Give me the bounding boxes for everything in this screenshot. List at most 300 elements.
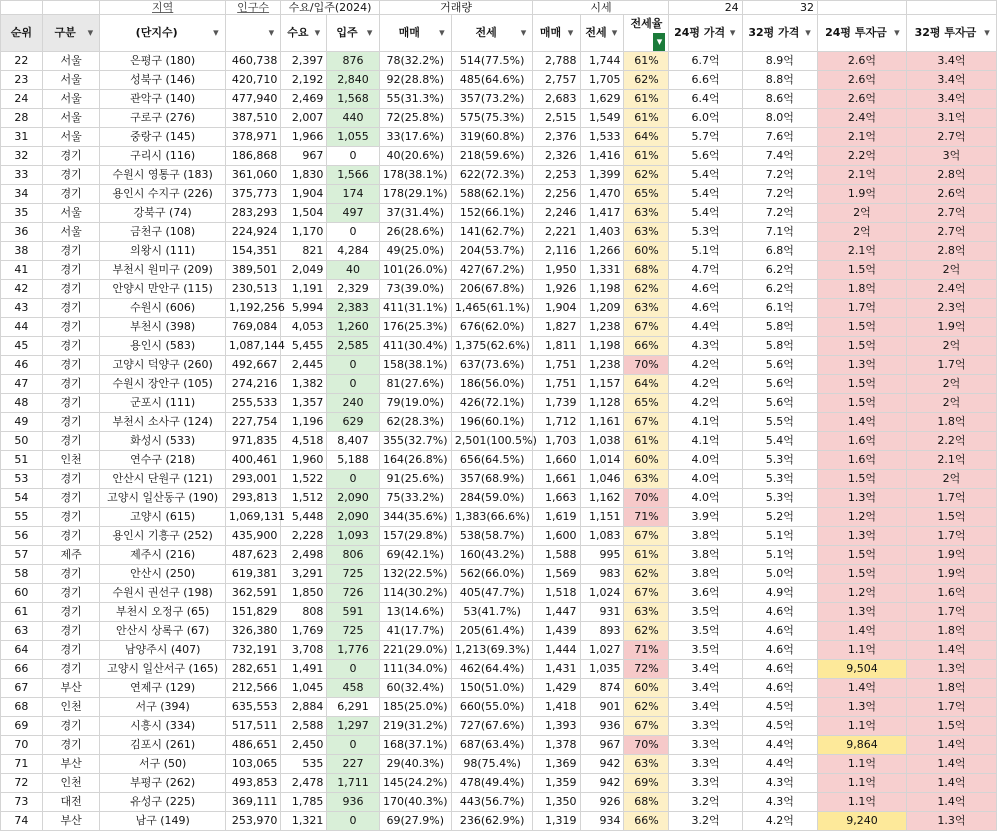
sale-trade-cell[interactable]: 221(29.0%) xyxy=(379,641,451,660)
region-cell[interactable]: 용인시 수지구 (226) xyxy=(100,185,226,204)
sale-price-cell[interactable]: 1,703 xyxy=(533,432,580,451)
invest24-cell[interactable]: 1.3억 xyxy=(818,527,907,546)
invest24-cell[interactable]: 1.1억 xyxy=(818,755,907,774)
type-cell[interactable]: 경기 xyxy=(42,717,100,736)
filter-icon[interactable]: ▾ xyxy=(611,26,618,39)
column-header-demand[interactable] xyxy=(281,15,327,52)
type-cell[interactable]: 부산 xyxy=(42,679,100,698)
type-cell[interactable]: 경기 xyxy=(42,280,100,299)
jeonse-price-cell[interactable]: 874 xyxy=(580,679,624,698)
population-cell[interactable]: 493,853 xyxy=(225,774,280,793)
move-in-cell[interactable]: 458 xyxy=(327,679,379,698)
population-cell[interactable]: 1,192,256 xyxy=(225,299,280,318)
invest32-cell[interactable]: 1.8억 xyxy=(906,413,996,432)
population-cell[interactable]: 477,940 xyxy=(225,90,280,109)
invest24-cell[interactable]: 9,864 xyxy=(818,736,907,755)
invest32-cell[interactable]: 2.1억 xyxy=(906,451,996,470)
jeonse-trade-cell[interactable]: 462(64.4%) xyxy=(451,660,533,679)
move-in-cell[interactable]: 0 xyxy=(327,812,379,831)
jeonse-ratio-cell[interactable]: 60% xyxy=(624,242,669,261)
price24-cell[interactable]: 3.9억 xyxy=(669,508,742,527)
invest32-cell[interactable]: 3.4억 xyxy=(906,52,996,71)
sale-trade-cell[interactable]: 62(28.3%) xyxy=(379,413,451,432)
sale-price-cell[interactable]: 1,751 xyxy=(533,375,580,394)
rank-cell[interactable]: 32 xyxy=(1,147,43,166)
type-cell[interactable]: 경기 xyxy=(42,736,100,755)
jeonse-ratio-cell[interactable]: 62% xyxy=(624,622,669,641)
rank-cell[interactable]: 63 xyxy=(1,622,43,641)
invest24-cell[interactable]: 1.4억 xyxy=(818,413,907,432)
jeonse-trade-cell[interactable]: 485(64.6%) xyxy=(451,71,533,90)
price24-cell[interactable]: 4.3억 xyxy=(669,337,742,356)
price32-cell[interactable]: 5.5억 xyxy=(742,413,817,432)
invest24-cell[interactable]: 2.6억 xyxy=(818,71,907,90)
region-cell[interactable]: 강북구 (74) xyxy=(100,204,226,223)
sale-trade-cell[interactable]: 69(27.9%) xyxy=(379,812,451,831)
price24-cell[interactable]: 3.3억 xyxy=(669,736,742,755)
demand-cell[interactable]: 2,192 xyxy=(281,71,327,90)
price32-cell[interactable]: 5.6억 xyxy=(742,375,817,394)
sale-trade-cell[interactable]: 185(25.0%) xyxy=(379,698,451,717)
sale-price-cell[interactable]: 1,712 xyxy=(533,413,580,432)
invest32-cell[interactable]: 1.6억 xyxy=(906,584,996,603)
region-cell[interactable]: 고양시 (615) xyxy=(100,508,226,527)
sale-price-cell[interactable]: 2,788 xyxy=(533,52,580,71)
move-in-cell[interactable]: 1,093 xyxy=(327,527,379,546)
jeonse-ratio-cell[interactable]: 67% xyxy=(624,527,669,546)
filter-icon[interactable]: ▾ xyxy=(805,26,811,39)
invest32-cell[interactable]: 1.7억 xyxy=(906,698,996,717)
demand-cell[interactable]: 1,966 xyxy=(281,128,327,147)
rank-cell[interactable]: 58 xyxy=(1,565,43,584)
jeonse-ratio-cell[interactable]: 71% xyxy=(624,641,669,660)
jeonse-trade-cell[interactable]: 2,501(100.5%) xyxy=(451,432,533,451)
sale-price-cell[interactable]: 1,619 xyxy=(533,508,580,527)
price32-cell[interactable]: 7.6억 xyxy=(742,128,817,147)
jeonse-ratio-cell[interactable]: 68% xyxy=(624,793,669,812)
rank-cell[interactable]: 49 xyxy=(1,413,43,432)
jeonse-trade-cell[interactable]: 98(75.4%) xyxy=(451,755,533,774)
sale-trade-cell[interactable]: 168(37.1%) xyxy=(379,736,451,755)
jeonse-trade-cell[interactable]: 687(63.4%) xyxy=(451,736,533,755)
sale-price-cell[interactable]: 2,221 xyxy=(533,223,580,242)
jeonse-ratio-cell[interactable]: 65% xyxy=(624,394,669,413)
price24-cell[interactable]: 4.0억 xyxy=(669,451,742,470)
invest24-cell[interactable]: 1.5억 xyxy=(818,261,907,280)
column-header-complexes[interactable] xyxy=(100,15,226,52)
jeonse-price-cell[interactable]: 995 xyxy=(580,546,624,565)
price24-cell[interactable]: 3.8억 xyxy=(669,527,742,546)
jeonse-trade-cell[interactable]: 538(58.7%) xyxy=(451,527,533,546)
rank-cell[interactable]: 23 xyxy=(1,71,43,90)
population-cell[interactable]: 732,191 xyxy=(225,641,280,660)
type-cell[interactable]: 경기 xyxy=(42,166,100,185)
price32-cell[interactable]: 8.8억 xyxy=(742,71,817,90)
jeonse-price-cell[interactable]: 931 xyxy=(580,603,624,622)
sale-trade-cell[interactable]: 72(25.8%) xyxy=(379,109,451,128)
price24-cell[interactable]: 4.4억 xyxy=(669,318,742,337)
jeonse-price-cell[interactable]: 936 xyxy=(580,717,624,736)
population-cell[interactable]: 378,971 xyxy=(225,128,280,147)
sale-trade-cell[interactable]: 158(38.1%) xyxy=(379,356,451,375)
demand-cell[interactable]: 2,469 xyxy=(281,90,327,109)
rank-cell[interactable]: 57 xyxy=(1,546,43,565)
population-cell[interactable]: 619,381 xyxy=(225,565,280,584)
region-cell[interactable]: 구리시 (116) xyxy=(100,147,226,166)
rank-cell[interactable]: 38 xyxy=(1,242,43,261)
move-in-cell[interactable]: 1,776 xyxy=(327,641,379,660)
rank-cell[interactable]: 31 xyxy=(1,128,43,147)
price32-cell[interactable]: 6.8억 xyxy=(742,242,817,261)
jeonse-trade-cell[interactable]: 660(55.0%) xyxy=(451,698,533,717)
sale-price-cell[interactable]: 1,431 xyxy=(533,660,580,679)
region-cell[interactable]: 화성시 (533) xyxy=(100,432,226,451)
move-in-cell[interactable]: 0 xyxy=(327,375,379,394)
invest32-cell[interactable]: 3억 xyxy=(906,147,996,166)
filter-icon[interactable]: ▾ xyxy=(87,26,94,39)
filter-icon[interactable]: ▾ xyxy=(984,26,990,39)
column-header-jeonse-ratio[interactable] xyxy=(624,15,669,52)
jeonse-trade-cell[interactable]: 656(64.5%) xyxy=(451,451,533,470)
type-cell[interactable]: 경기 xyxy=(42,318,100,337)
jeonse-ratio-cell[interactable]: 62% xyxy=(624,565,669,584)
move-in-cell[interactable]: 1,260 xyxy=(327,318,379,337)
move-in-cell[interactable]: 6,291 xyxy=(327,698,379,717)
jeonse-ratio-cell[interactable]: 67% xyxy=(624,413,669,432)
rank-cell[interactable]: 53 xyxy=(1,470,43,489)
rank-cell[interactable]: 74 xyxy=(1,812,43,831)
demand-cell[interactable]: 1,769 xyxy=(281,622,327,641)
invest32-cell[interactable]: 1.3억 xyxy=(906,660,996,679)
jeonse-ratio-cell[interactable]: 62% xyxy=(624,698,669,717)
sale-price-cell[interactable]: 1,926 xyxy=(533,280,580,299)
invest24-cell[interactable]: 2.1억 xyxy=(818,242,907,261)
move-in-cell[interactable]: 5,188 xyxy=(327,451,379,470)
invest24-cell[interactable]: 1.2억 xyxy=(818,584,907,603)
jeonse-trade-cell[interactable]: 205(61.4%) xyxy=(451,622,533,641)
jeonse-price-cell[interactable]: 967 xyxy=(580,736,624,755)
type-cell[interactable]: 경기 xyxy=(42,470,100,489)
jeonse-price-cell[interactable]: 893 xyxy=(580,622,624,641)
population-cell[interactable]: 151,829 xyxy=(225,603,280,622)
region-cell[interactable]: 부천시 원미구 (209) xyxy=(100,261,226,280)
sale-trade-cell[interactable]: 91(25.6%) xyxy=(379,470,451,489)
region-cell[interactable]: 서구 (50) xyxy=(100,755,226,774)
invest32-cell[interactable]: 1.9억 xyxy=(906,565,996,584)
invest32-cell[interactable]: 1.4억 xyxy=(906,755,996,774)
sale-trade-cell[interactable]: 132(22.5%) xyxy=(379,565,451,584)
invest24-cell[interactable]: 2.4억 xyxy=(818,109,907,128)
jeonse-ratio-cell[interactable]: 61% xyxy=(624,432,669,451)
jeonse-price-cell[interactable]: 1,083 xyxy=(580,527,624,546)
price32-cell[interactable]: 4.6억 xyxy=(742,679,817,698)
jeonse-price-cell[interactable]: 1,198 xyxy=(580,280,624,299)
move-in-cell[interactable]: 2,090 xyxy=(327,508,379,527)
invest32-cell[interactable]: 2.7억 xyxy=(906,204,996,223)
region-cell[interactable]: 김포시 (261) xyxy=(100,736,226,755)
jeonse-ratio-cell[interactable]: 66% xyxy=(624,337,669,356)
jeonse-ratio-cell[interactable]: 63% xyxy=(624,603,669,622)
price24-cell[interactable]: 3.4억 xyxy=(669,660,742,679)
sale-trade-cell[interactable]: 75(33.2%) xyxy=(379,489,451,508)
invest32-cell[interactable]: 2.4억 xyxy=(906,280,996,299)
population-cell[interactable]: 224,924 xyxy=(225,223,280,242)
move-in-cell[interactable]: 2,383 xyxy=(327,299,379,318)
invest32-cell[interactable]: 1.7억 xyxy=(906,356,996,375)
region-cell[interactable]: 부천시 소사구 (124) xyxy=(100,413,226,432)
rank-cell[interactable]: 70 xyxy=(1,736,43,755)
type-cell[interactable]: 부산 xyxy=(42,812,100,831)
column-header-rank[interactable] xyxy=(1,15,43,52)
move-in-cell[interactable]: 240 xyxy=(327,394,379,413)
region-cell[interactable]: 군포시 (111) xyxy=(100,394,226,413)
region-cell[interactable]: 부천시 (398) xyxy=(100,318,226,337)
invest24-cell[interactable]: 1.1억 xyxy=(818,774,907,793)
sale-price-cell[interactable]: 1,378 xyxy=(533,736,580,755)
invest24-cell[interactable]: 1.1억 xyxy=(818,641,907,660)
price32-cell[interactable]: 4.4억 xyxy=(742,755,817,774)
sale-trade-cell[interactable]: 170(40.3%) xyxy=(379,793,451,812)
rank-cell[interactable]: 69 xyxy=(1,717,43,736)
filter-icon[interactable]: ▾ xyxy=(268,26,275,39)
invest32-cell[interactable]: 3.1억 xyxy=(906,109,996,128)
column-header-inv24[interactable] xyxy=(818,15,907,52)
sale-trade-cell[interactable]: 344(35.6%) xyxy=(379,508,451,527)
population-cell[interactable]: 460,738 xyxy=(225,52,280,71)
move-in-cell[interactable]: 440 xyxy=(327,109,379,128)
rank-cell[interactable]: 24 xyxy=(1,90,43,109)
demand-cell[interactable]: 1,904 xyxy=(281,185,327,204)
region-cell[interactable]: 고양시 일산서구 (165) xyxy=(100,660,226,679)
invest24-cell[interactable]: 2.1억 xyxy=(818,166,907,185)
type-cell[interactable]: 경기 xyxy=(42,641,100,660)
sale-trade-cell[interactable]: 55(31.3%) xyxy=(379,90,451,109)
jeonse-price-cell[interactable]: 983 xyxy=(580,565,624,584)
price32-cell[interactable]: 4.5억 xyxy=(742,717,817,736)
jeonse-ratio-cell[interactable]: 61% xyxy=(624,147,669,166)
invest32-cell[interactable]: 1.5억 xyxy=(906,717,996,736)
jeonse-price-cell[interactable]: 1,198 xyxy=(580,337,624,356)
price24-cell[interactable]: 6.0억 xyxy=(669,109,742,128)
move-in-cell[interactable]: 0 xyxy=(327,147,379,166)
invest24-cell[interactable]: 2억 xyxy=(818,204,907,223)
jeonse-price-cell[interactable]: 1,151 xyxy=(580,508,624,527)
jeonse-price-cell[interactable]: 942 xyxy=(580,774,624,793)
price24-cell[interactable]: 3.2억 xyxy=(669,793,742,812)
sale-trade-cell[interactable]: 78(32.2%) xyxy=(379,52,451,71)
population-cell[interactable]: 361,060 xyxy=(225,166,280,185)
rank-cell[interactable]: 72 xyxy=(1,774,43,793)
population-cell[interactable]: 435,900 xyxy=(225,527,280,546)
price24-cell[interactable]: 4.1억 xyxy=(669,413,742,432)
type-cell[interactable]: 경기 xyxy=(42,432,100,451)
invest32-cell[interactable]: 3.4억 xyxy=(906,71,996,90)
price32-cell[interactable]: 4.9억 xyxy=(742,584,817,603)
rank-cell[interactable]: 67 xyxy=(1,679,43,698)
sale-price-cell[interactable]: 1,904 xyxy=(533,299,580,318)
sale-trade-cell[interactable]: 178(38.1%) xyxy=(379,166,451,185)
jeonse-trade-cell[interactable]: 622(72.3%) xyxy=(451,166,533,185)
invest24-cell[interactable]: 1.9억 xyxy=(818,185,907,204)
type-cell[interactable]: 경기 xyxy=(42,337,100,356)
sale-trade-cell[interactable]: 40(20.6%) xyxy=(379,147,451,166)
jeonse-trade-cell[interactable]: 443(56.7%) xyxy=(451,793,533,812)
region-cell[interactable]: 중랑구 (145) xyxy=(100,128,226,147)
invest32-cell[interactable]: 2.8억 xyxy=(906,242,996,261)
jeonse-ratio-cell[interactable]: 60% xyxy=(624,679,669,698)
demand-cell[interactable]: 1,960 xyxy=(281,451,327,470)
jeonse-trade-cell[interactable]: 588(62.1%) xyxy=(451,185,533,204)
price24-cell[interactable]: 5.7억 xyxy=(669,128,742,147)
sale-trade-cell[interactable]: 29(40.3%) xyxy=(379,755,451,774)
rank-cell[interactable]: 71 xyxy=(1,755,43,774)
price32-cell[interactable]: 4.4억 xyxy=(742,736,817,755)
sale-price-cell[interactable]: 1,518 xyxy=(533,584,580,603)
region-cell[interactable]: 제주시 (216) xyxy=(100,546,226,565)
invest24-cell[interactable]: 1.5억 xyxy=(818,394,907,413)
demand-cell[interactable]: 2,397 xyxy=(281,52,327,71)
filter-icon[interactable]: ▾ xyxy=(567,26,574,39)
sale-price-cell[interactable]: 1,439 xyxy=(533,622,580,641)
jeonse-trade-cell[interactable]: 357(73.2%) xyxy=(451,90,533,109)
population-cell[interactable]: 154,351 xyxy=(225,242,280,261)
demand-cell[interactable]: 535 xyxy=(281,755,327,774)
price32-cell[interactable]: 7.1억 xyxy=(742,223,817,242)
rank-cell[interactable]: 66 xyxy=(1,660,43,679)
invest32-cell[interactable]: 2.2억 xyxy=(906,432,996,451)
population-cell[interactable]: 487,623 xyxy=(225,546,280,565)
jeonse-price-cell[interactable]: 1,417 xyxy=(580,204,624,223)
jeonse-ratio-cell[interactable]: 61% xyxy=(624,109,669,128)
move-in-cell[interactable]: 0 xyxy=(327,736,379,755)
population-cell[interactable]: 486,651 xyxy=(225,736,280,755)
sale-price-cell[interactable]: 1,359 xyxy=(533,774,580,793)
invest32-cell[interactable]: 1.8억 xyxy=(906,679,996,698)
move-in-cell[interactable]: 1,566 xyxy=(327,166,379,185)
population-cell[interactable]: 362,591 xyxy=(225,584,280,603)
invest32-cell[interactable]: 2.3억 xyxy=(906,299,996,318)
demand-cell[interactable]: 3,291 xyxy=(281,565,327,584)
type-cell[interactable]: 경기 xyxy=(42,147,100,166)
sale-price-cell[interactable]: 1,447 xyxy=(533,603,580,622)
jeonse-price-cell[interactable]: 1,238 xyxy=(580,356,624,375)
jeonse-ratio-cell[interactable]: 60% xyxy=(624,451,669,470)
sale-price-cell[interactable]: 2,757 xyxy=(533,71,580,90)
price32-cell[interactable]: 5.3억 xyxy=(742,470,817,489)
population-cell[interactable]: 230,513 xyxy=(225,280,280,299)
demand-cell[interactable]: 4,053 xyxy=(281,318,327,337)
population-cell[interactable]: 103,065 xyxy=(225,755,280,774)
invest32-cell[interactable]: 2억 xyxy=(906,375,996,394)
jeonse-trade-cell[interactable]: 319(60.8%) xyxy=(451,128,533,147)
jeonse-price-cell[interactable]: 1,014 xyxy=(580,451,624,470)
region-cell[interactable]: 수원시 권선구 (198) xyxy=(100,584,226,603)
region-cell[interactable]: 용인시 기흥구 (252) xyxy=(100,527,226,546)
sale-trade-cell[interactable]: 69(42.1%) xyxy=(379,546,451,565)
jeonse-price-cell[interactable]: 934 xyxy=(580,812,624,831)
move-in-cell[interactable]: 4,284 xyxy=(327,242,379,261)
invest32-cell[interactable]: 2억 xyxy=(906,337,996,356)
invest32-cell[interactable]: 2.7억 xyxy=(906,223,996,242)
sale-trade-cell[interactable]: 114(30.2%) xyxy=(379,584,451,603)
invest24-cell[interactable]: 1.5억 xyxy=(818,546,907,565)
jeonse-ratio-cell[interactable]: 64% xyxy=(624,128,669,147)
type-cell[interactable]: 경기 xyxy=(42,584,100,603)
column-header-inv32[interactable] xyxy=(906,15,996,52)
price24-cell[interactable]: 3.2억 xyxy=(669,812,742,831)
jeonse-price-cell[interactable]: 1,744 xyxy=(580,52,624,71)
price24-cell[interactable]: 5.1억 xyxy=(669,242,742,261)
jeonse-price-cell[interactable]: 1,266 xyxy=(580,242,624,261)
invest24-cell[interactable]: 1.7억 xyxy=(818,299,907,318)
jeonse-trade-cell[interactable]: 53(41.7%) xyxy=(451,603,533,622)
jeonse-trade-cell[interactable]: 141(62.7%) xyxy=(451,223,533,242)
jeonse-ratio-cell[interactable]: 62% xyxy=(624,166,669,185)
demand-cell[interactable]: 1,382 xyxy=(281,375,327,394)
rank-cell[interactable]: 42 xyxy=(1,280,43,299)
move-in-cell[interactable]: 0 xyxy=(327,660,379,679)
invest32-cell[interactable]: 2억 xyxy=(906,470,996,489)
invest24-cell[interactable]: 1.3억 xyxy=(818,356,907,375)
sale-price-cell[interactable]: 1,950 xyxy=(533,261,580,280)
sale-trade-cell[interactable]: 37(31.4%) xyxy=(379,204,451,223)
rank-cell[interactable]: 50 xyxy=(1,432,43,451)
sale-trade-cell[interactable]: 41(17.7%) xyxy=(379,622,451,641)
price32-cell[interactable]: 6.1억 xyxy=(742,299,817,318)
invest32-cell[interactable]: 1.5억 xyxy=(906,508,996,527)
move-in-cell[interactable]: 1,297 xyxy=(327,717,379,736)
population-cell[interactable]: 1,069,131 xyxy=(225,508,280,527)
jeonse-ratio-cell[interactable]: 61% xyxy=(624,90,669,109)
jeonse-trade-cell[interactable]: 284(59.0%) xyxy=(451,489,533,508)
invest32-cell[interactable]: 2.8억 xyxy=(906,166,996,185)
region-cell[interactable]: 수원시 장안구 (105) xyxy=(100,375,226,394)
sale-price-cell[interactable]: 2,683 xyxy=(533,90,580,109)
sale-trade-cell[interactable]: 60(32.4%) xyxy=(379,679,451,698)
rank-cell[interactable]: 33 xyxy=(1,166,43,185)
price32-cell[interactable]: 8.6억 xyxy=(742,90,817,109)
invest32-cell[interactable]: 1.3억 xyxy=(906,812,996,831)
invest24-cell[interactable]: 1.2억 xyxy=(818,508,907,527)
price24-cell[interactable]: 6.6억 xyxy=(669,71,742,90)
population-cell[interactable]: 420,710 xyxy=(225,71,280,90)
region-cell[interactable]: 용인시 (583) xyxy=(100,337,226,356)
invest32-cell[interactable]: 2.7억 xyxy=(906,128,996,147)
type-cell[interactable]: 경기 xyxy=(42,261,100,280)
move-in-cell[interactable]: 227 xyxy=(327,755,379,774)
invest32-cell[interactable]: 1.7억 xyxy=(906,603,996,622)
move-in-cell[interactable]: 0 xyxy=(327,470,379,489)
rank-cell[interactable]: 73 xyxy=(1,793,43,812)
type-cell[interactable]: 경기 xyxy=(42,603,100,622)
type-cell[interactable]: 경기 xyxy=(42,565,100,584)
invest24-cell[interactable]: 1.6억 xyxy=(818,451,907,470)
price32-cell[interactable]: 5.0억 xyxy=(742,565,817,584)
jeonse-trade-cell[interactable]: 1,383(66.6%) xyxy=(451,508,533,527)
sale-price-cell[interactable]: 1,418 xyxy=(533,698,580,717)
price24-cell[interactable]: 5.4억 xyxy=(669,204,742,223)
invest24-cell[interactable]: 2.6억 xyxy=(818,52,907,71)
jeonse-price-cell[interactable]: 1,046 xyxy=(580,470,624,489)
jeonse-ratio-cell[interactable]: 62% xyxy=(624,71,669,90)
price24-cell[interactable]: 4.2억 xyxy=(669,356,742,375)
price32-cell[interactable]: 5.1억 xyxy=(742,527,817,546)
column-header-jeonse-price[interactable] xyxy=(580,15,624,52)
sale-price-cell[interactable]: 2,376 xyxy=(533,128,580,147)
demand-cell[interactable]: 1,321 xyxy=(281,812,327,831)
price24-cell[interactable]: 6.4억 xyxy=(669,90,742,109)
population-cell[interactable]: 212,566 xyxy=(225,679,280,698)
